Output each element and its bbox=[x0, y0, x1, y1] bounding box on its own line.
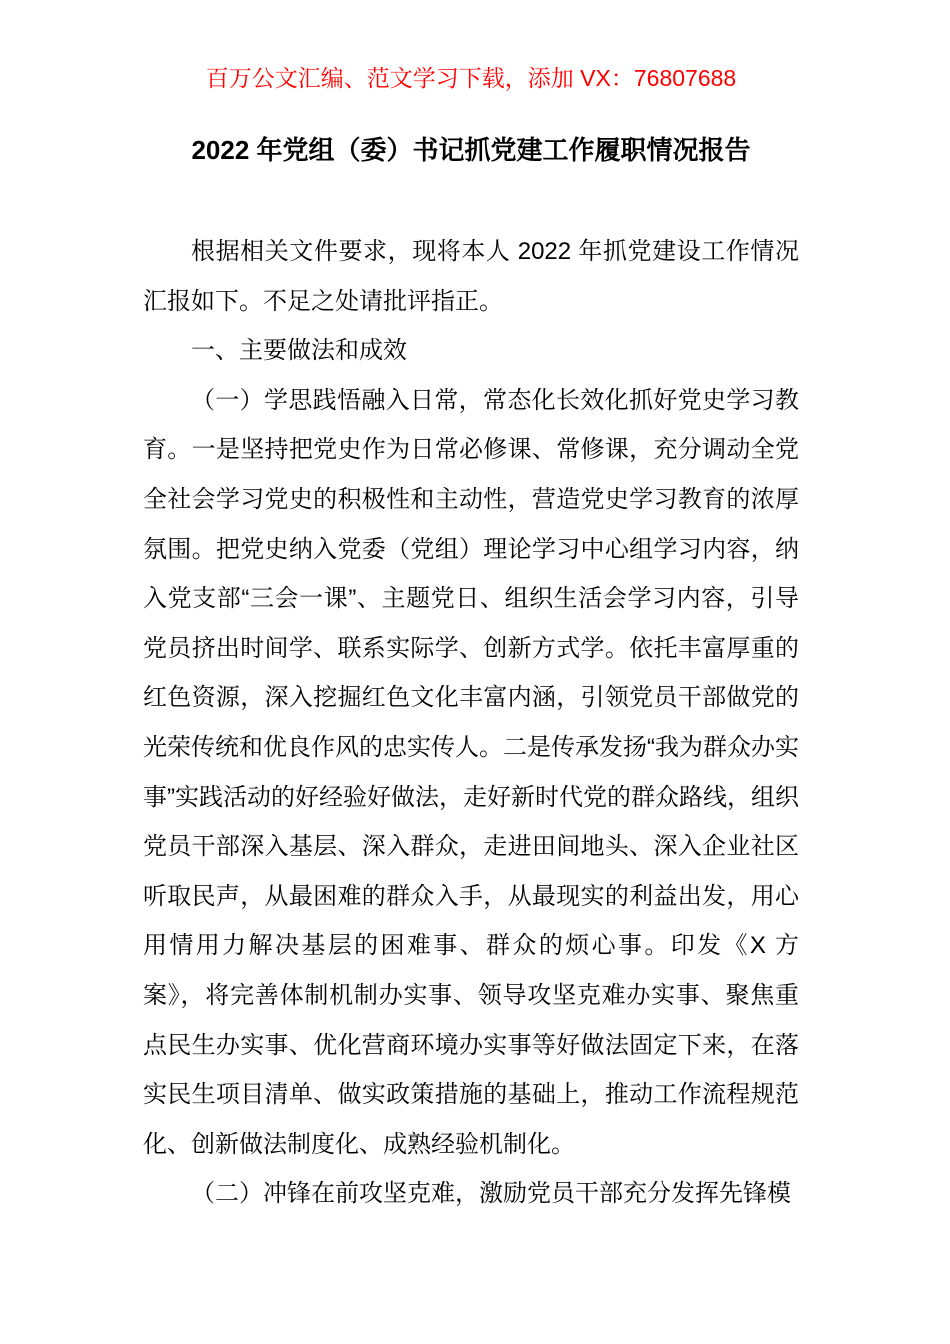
document-body bbox=[143, 227, 799, 1219]
paragraph-section-1-1: （一）学思践悟融入日常，常态化长效化抓好党史学习教育。一是坚持把党史作为日常必修课、常修课，充分调动全党全社会学习党史的积极性和主动性，营造党史学习教育的浓厚氛围。把党史纳入党委（党组）理论学习中心组学习内容，纳入党支部“三会一课”、主题党日、组织生活会学习内容，引导党员挤出时间学、联系实际学、创新方式学。依托丰富厚重的红色资源，深入挖掘红色文化丰富内涵，引领党员干部做党的光荣传统和优良作风的忠实传人。二是传承发扬“我为群众办实事”实践活动的好经验好做法，走好新时代党的群众路线，组织党员干部深入基层、深入群众，走进田间地头、深入企业社区听取民声，从最困难的群众入手，从最现实的利益出发，用心用情用力解决基层的困难事、群众的烦心事。印发《X 方案》，将完善体制机制办实事、领导攻坚克难办实事、聚焦重点民生办实事、优化营商环境办实事等好做法固定下来，在落实民生项目清单、做实政策措施的基础上，推动工作流程规范化、创新做法制度化、成熟经验机制化。 bbox=[143, 386, 799, 1158]
document-title: 2022 年党组（委）书记抓党建工作履职情况报告 bbox=[191, 135, 751, 165]
paragraph-section-1-2: （二）冲锋在前攻坚克难，激励党员干部充分发挥先锋模 bbox=[191, 1180, 791, 1208]
paragraph-intro: 根据相关文件要求，现将本人 2022 年抓党建设工作情况汇报如下。不足之处请批评指正。 bbox=[143, 238, 799, 315]
section-heading-1: 一、主要做法和成效 bbox=[191, 337, 407, 365]
promo-banner: 百万公文汇编、范文学习下载，添加 VX：76807688 bbox=[205, 65, 737, 91]
